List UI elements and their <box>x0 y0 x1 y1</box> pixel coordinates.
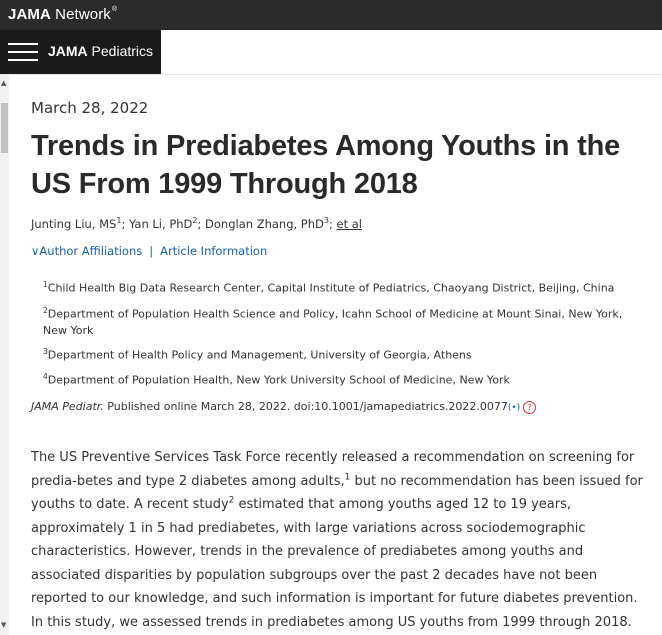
journal-title-bold: JAMA <box>48 43 88 59</box>
citation-journal: JAMA Pediatr. <box>31 400 104 413</box>
scrollbar[interactable] <box>0 75 9 635</box>
affiliation-links <box>31 244 267 258</box>
scroll-down-icon[interactable]: ▼ <box>1 621 7 629</box>
author-sup[interactable]: 2 <box>192 216 198 225</box>
affiliation-text: Department of Population Health, New York University School of Medicine, New York <box>47 373 510 387</box>
author-affiliations-link[interactable]: Author Affiliations <box>39 244 143 258</box>
affiliation-sup: 1 <box>43 280 48 289</box>
affiliation-item <box>43 344 643 364</box>
article-title: Trends in Prediabetes Among Youths in the US From 1999 Through 2018 <box>31 130 621 200</box>
et-al-link[interactable]: et al <box>336 216 362 231</box>
author-name[interactable]: Donglan Zhang, PhD <box>205 216 324 231</box>
logo-rest-text: Network <box>50 6 111 23</box>
publication-date: March 28, 2022 <box>31 99 149 117</box>
citation-text: Published online March 28, 2022. doi:10.1001/jamapediatrics.2022.0077 <box>103 400 508 413</box>
journal-title-rest: Pediatrics <box>87 43 154 59</box>
journal-title[interactable] <box>48 43 153 59</box>
affiliation-text: Department of Health Policy and Management, University of Georgia, Athens <box>47 348 472 362</box>
altmetric-icon[interactable]: ? <box>523 401 536 414</box>
citation-line <box>31 400 536 414</box>
author-name[interactable]: Yan Li, PhD <box>128 216 193 231</box>
network-header <box>0 0 662 30</box>
journal-nav-block <box>0 30 161 74</box>
affiliation-sup: 3 <box>43 347 48 356</box>
body-text: estimated that among youths aged 12 to 19 years, approximately 1 in 5 had prediabetes, with large variations across sociodemographic characteristics. However, trends in the prevalence of prediabetes among youths and associated disparities by population subgroups over the past 2 decades have not been reported to our knowledge, and such information is important for future diabetes prevention. In this study, we assessed trends in prediabetes among US youths from 1999 through 2018. <box>31 497 638 630</box>
affiliation-sup: 4 <box>43 372 48 381</box>
article-body-paragraph <box>31 446 643 634</box>
reference-link[interactable]: 1 <box>344 472 351 483</box>
affiliation-item <box>43 303 643 339</box>
link-separator: | <box>149 244 154 258</box>
article-information-link[interactable]: Article Information <box>160 244 268 258</box>
affiliation-text: Department of Population Health Science and Policy, Icahn School of Medicine at Mount Sinai, New York, New York <box>43 307 623 337</box>
scroll-up-icon[interactable]: ▲ <box>1 79 7 87</box>
author-sup[interactable]: 3 <box>323 216 329 225</box>
affiliation-sup: 2 <box>43 306 48 315</box>
body-text: but no recommendation has been issued for youths to date. A recent study <box>31 473 643 512</box>
reference-link[interactable]: 2 <box>228 495 235 506</box>
affiliation-text: Child Health Big Data Research Center, Capital Institute of Pediatrics, Chaoyang District, Beijing, China <box>47 281 615 295</box>
affiliation-item <box>43 369 643 389</box>
scrollbar-thumb[interactable] <box>1 103 8 153</box>
chevron-down-icon[interactable]: ∨ <box>31 244 40 258</box>
audio-icon[interactable]: (•) <box>507 403 521 413</box>
body-text: The US Preventive Services Task Force recently released a recommendation on screening for predia-betes and type 2 diabetes among adults, <box>31 450 635 489</box>
journal-header <box>0 30 662 75</box>
trademark-symbol: ® <box>111 6 118 13</box>
author-sup[interactable]: 1 <box>116 216 122 225</box>
jama-network-logo[interactable] <box>8 6 117 23</box>
affiliation-item <box>43 277 643 297</box>
menu-icon[interactable] <box>8 43 38 61</box>
logo-bold-text: JAMA <box>8 6 51 23</box>
author-name[interactable]: Junting Liu, MS <box>31 216 117 231</box>
author-list: Junting Liu, $MS^1$; Yan Li, PhD$^2$; Donglan Zhang, PhD$^3$; et al <box>31 216 362 231</box>
